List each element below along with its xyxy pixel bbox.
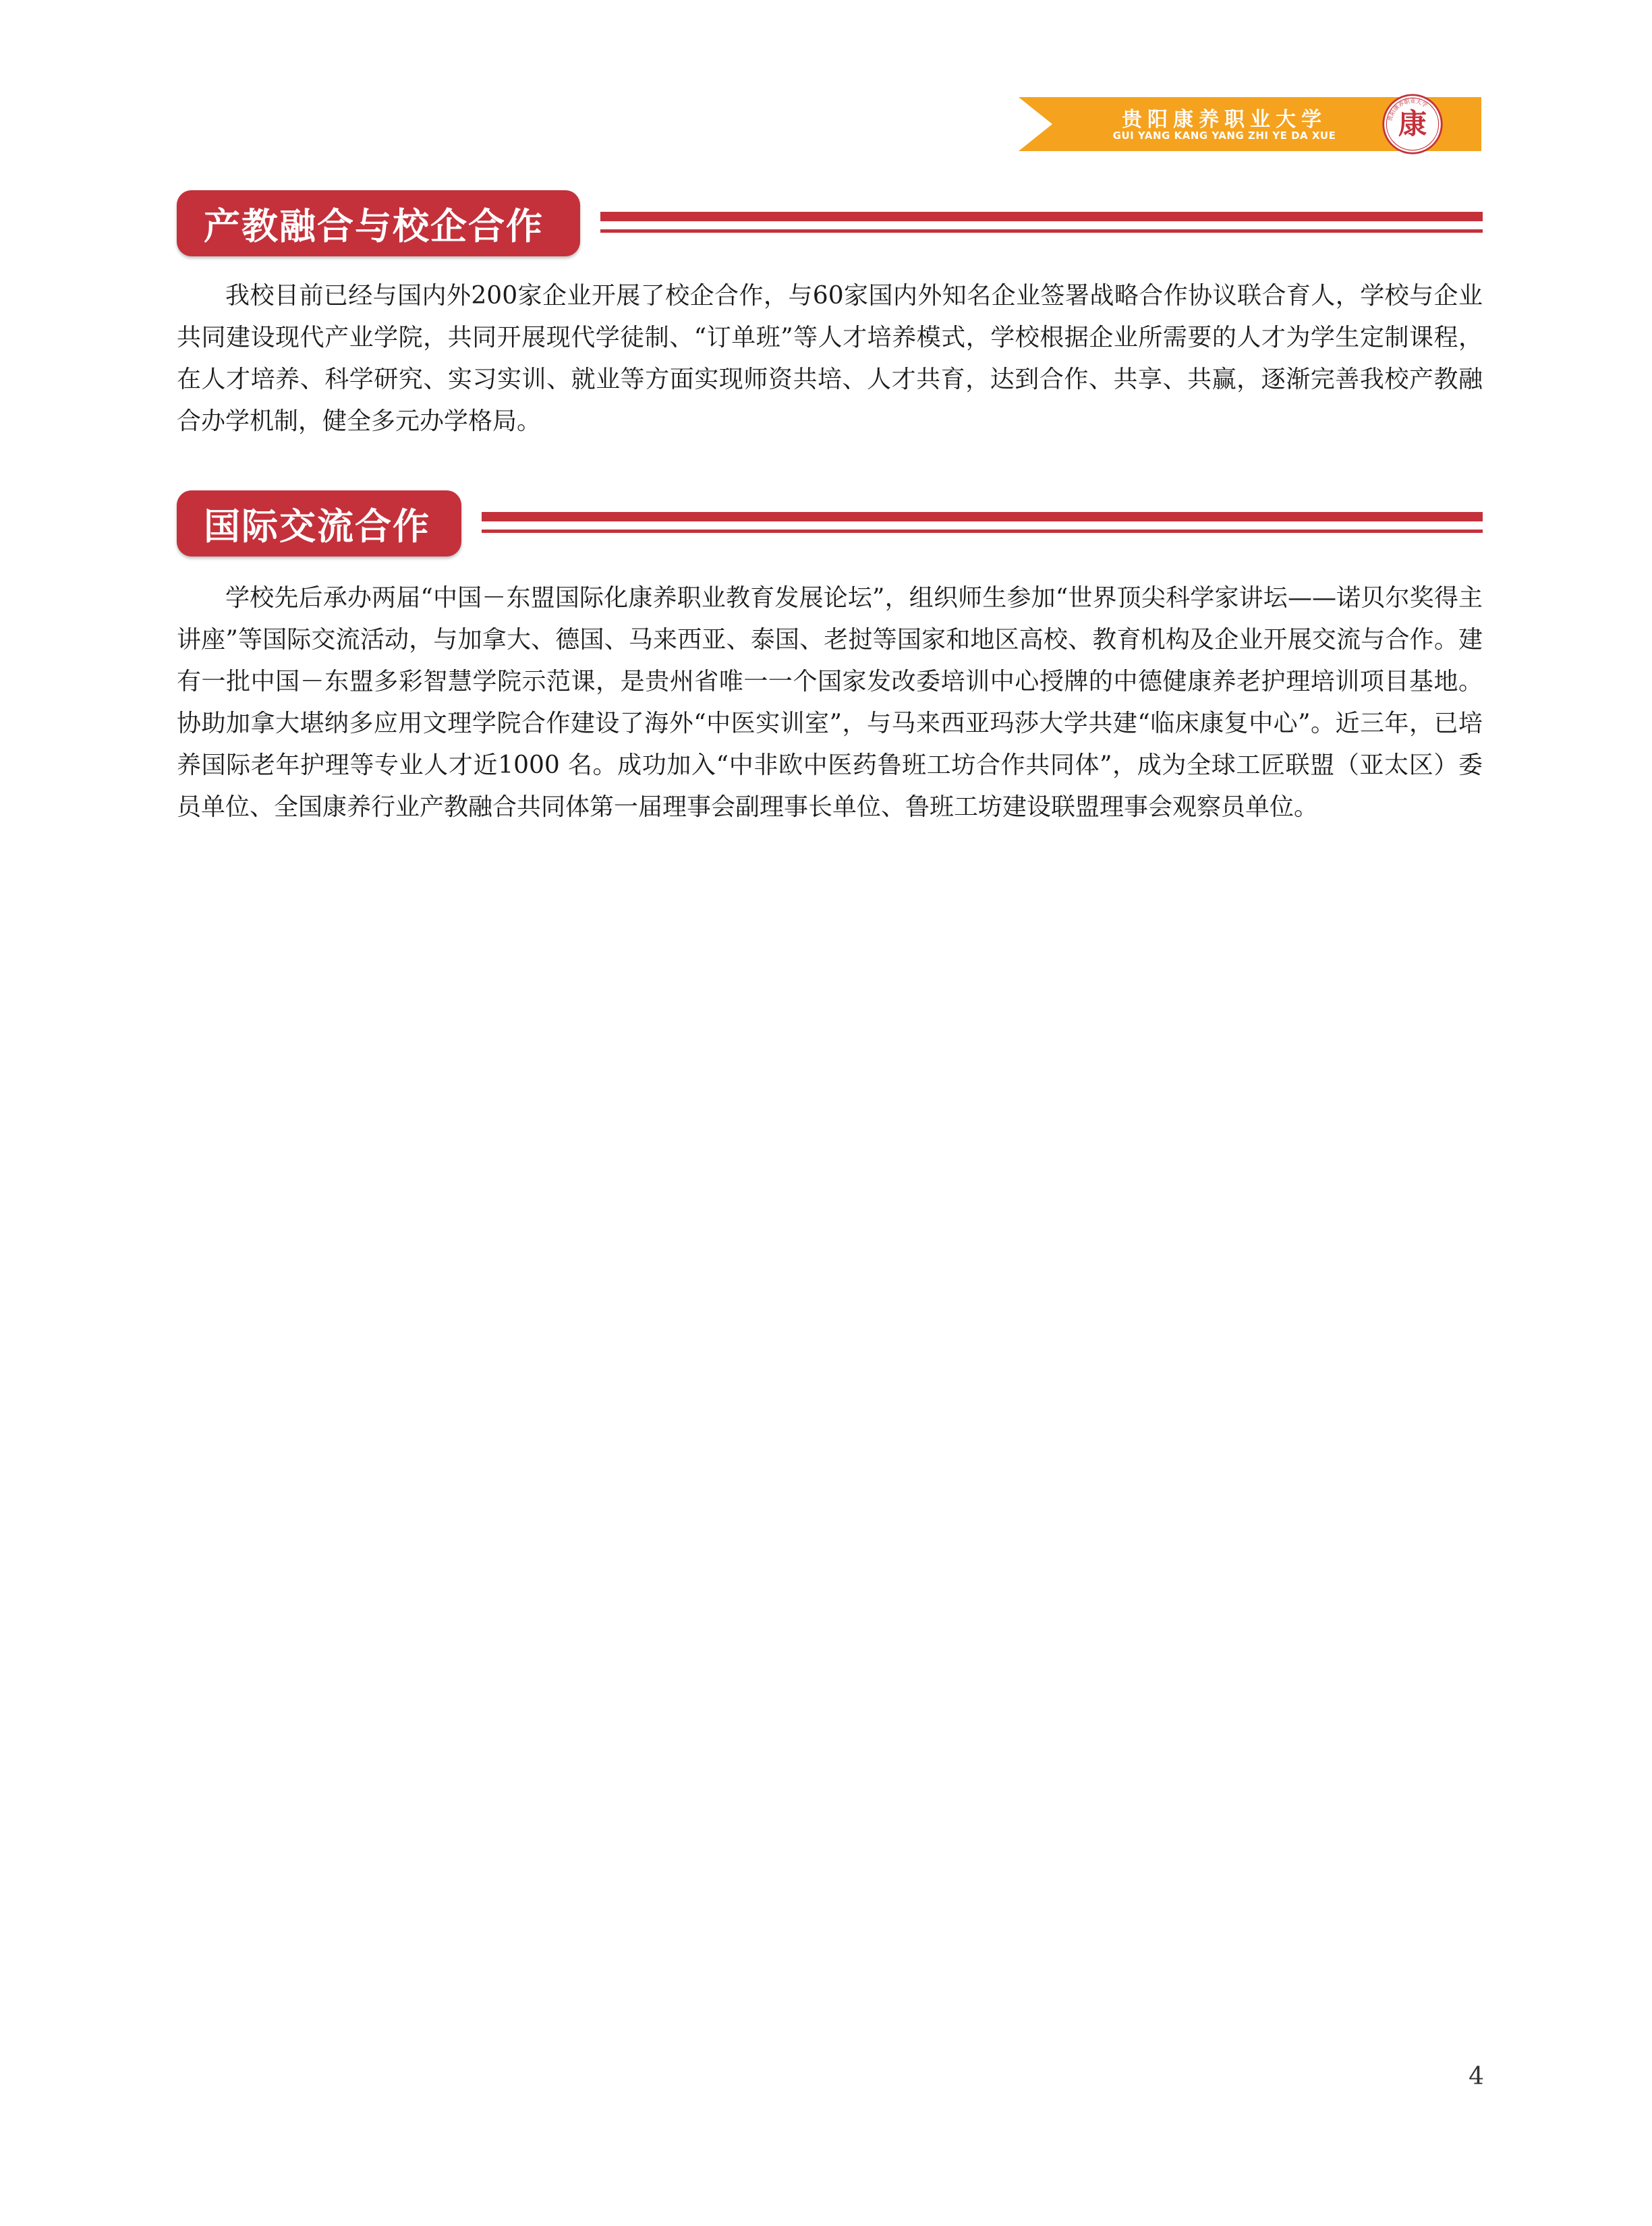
heading-rule-thick	[482, 512, 1483, 521]
heading-rule-thick	[600, 212, 1483, 221]
school-pinyin: GUI YANG KANG YANG ZHI YE DA XUE	[1112, 130, 1336, 142]
heading-pill	[177, 190, 580, 256]
page-number: 4	[1469, 2063, 1484, 2090]
heading-pill	[177, 490, 461, 556]
heading-text: 产教融合与校企合作	[204, 204, 544, 248]
heading-rule-thin	[600, 229, 1483, 233]
school-name: 贵阳康养职业大学	[1122, 108, 1327, 132]
logo-character: 康	[1398, 107, 1427, 140]
paragraph-industry-education: 我校目前已经与国内外200家企业开展了校企合作，与60家国内外知名企业签署战略合作协议联合育人，学校与企业共同建设现代产业学院，共同开展现代学徒制、“订单班”等人才培养模式，学校根据企业所需要的人才为学生定制课程，在人才培养、科学研究、实习实训、就业等方面实现师资共培、人才共育，达到合作、共享、共赢，逐渐完善我校产教融合办学机制，健全多元办学格局。	[177, 282, 1483, 435]
header-banner	[1019, 97, 1481, 151]
paragraph-international: 学校先后承办两届“中国－东盟国际化康养职业教育发展论坛”，组织师生参加“世界顶尖科学家讲坛——诺贝尔奖得主讲座”等国际交流活动，与加拿大、德国、马来西亚、泰国、老挝等国家和地区高校、教育机构及企业开展交流与合作。建有一批中国－东盟多彩智慧学院示范课，是贵州省唯一一个国家发改委培训中心授牌的中德健康养老护理培训项目基地。协助加拿大堪纳多应用文理学院合作建设了海外“中医实训室”，与马来西亚玛莎大学共建“临床康复中心”。近三年，已培养国际老年护理等专业人才近1000 名。成功加入“中非欧中医药鲁班工坊合作共同体”，成为全球工匠联盟（亚太区）委员单位、全国康养行业产教融合共同体第一届理事会副理事长单位、鲁班工坊建设联盟理事会观察员单位。	[177, 584, 1483, 821]
logo-ring-text: 贵阳康养职业大学	[1386, 97, 1429, 122]
school-logo	[1382, 93, 1444, 155]
heading-rule-thin	[482, 530, 1483, 533]
heading-text: 国际交流合作	[204, 505, 430, 548]
